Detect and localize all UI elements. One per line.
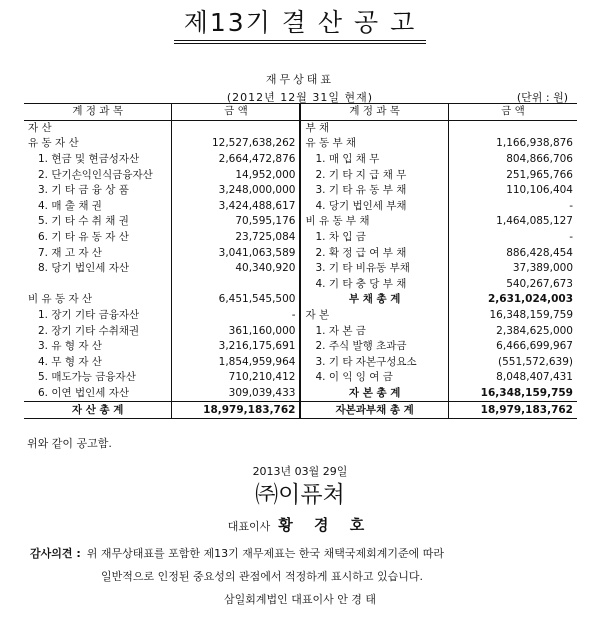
total-assets-label: 자 산 총 계 <box>24 402 172 419</box>
liab-equity-amount: 1,464,085,127 <box>496 215 573 228</box>
table-row <box>24 370 577 386</box>
total-liab-equity-label: 자본과부채 총 계 <box>300 402 448 419</box>
asset-amount: 6,451,545,500 <box>172 292 301 308</box>
asset-amount: 3,041,063,589 <box>172 245 301 261</box>
liab-equity-amount: - <box>569 231 573 244</box>
liab-equity-account: 부 채 총 계 <box>300 292 448 308</box>
liab-equity-amount: 8,048,407,431 <box>496 371 573 384</box>
notice-title-wrap <box>0 8 600 44</box>
liab-equity-amount: 540,267,673 <box>506 277 573 290</box>
liab-equity-account: 3. 기 타 유 동 부 채 <box>300 183 448 199</box>
unit-note: (단위 : 원) <box>516 91 568 104</box>
total-row <box>24 402 577 419</box>
table-row <box>24 245 577 261</box>
asset-account: 4. 무 형 자 산 <box>24 355 172 371</box>
asset-account: 3. 기 타 금 융 상 품 <box>24 183 172 199</box>
liab-equity-amount: 804,866,706 <box>506 153 573 166</box>
liab-equity-account: 2. 기 타 지 급 채 무 <box>300 167 448 183</box>
liab-equity-amount: 886,428,454 <box>506 246 573 259</box>
liab-equity-amount: 251,965,766 <box>506 168 573 181</box>
asset-account: 7. 재 고 자 산 <box>24 245 172 261</box>
asset-amount: 2,664,472,876 <box>172 152 301 168</box>
liab-equity-account: 자 본 <box>300 308 448 324</box>
liab-equity-amount: 37,389,000 <box>512 262 573 275</box>
header-account-left: 계 정 과 목 <box>24 104 172 121</box>
liab-equity-amount: 6,466,699,967 <box>496 340 573 353</box>
table-row <box>24 167 577 183</box>
representative-label: 대표이사 <box>227 520 271 533</box>
asset-amount: 361,160,000 <box>172 323 301 339</box>
header-amount-left: 금 액 <box>172 104 301 121</box>
asset-amount: 710,210,412 <box>172 370 301 386</box>
asset-account: 5. 매도가능 금융자산 <box>24 370 172 386</box>
liab-equity-account: 2. 확 정 급 여 부 채 <box>300 245 448 261</box>
liab-equity-account: 자 본 총 계 <box>300 386 448 402</box>
liab-equity-account: 1. 매 입 채 무 <box>300 152 448 168</box>
asset-account: 비 유 동 자 산 <box>24 292 172 308</box>
asset-amount: 3,424,488,617 <box>172 199 301 215</box>
asset-account <box>24 277 172 293</box>
asset-account: 2. 장기 기타 수취채권 <box>24 323 172 339</box>
asset-account: 자 산 <box>24 120 172 136</box>
company-name: ㈜이퓨쳐 <box>255 482 345 508</box>
asset-account: 1. 장기 기타 금융자산 <box>24 308 172 324</box>
representative-line <box>0 514 600 535</box>
asset-account: 8. 당기 법인세 자산 <box>24 261 172 277</box>
asset-account: 6. 기 타 유 동 자 산 <box>24 230 172 246</box>
liab-equity-account: 1. 자 본 금 <box>300 323 448 339</box>
table-row <box>24 136 577 152</box>
audit-opinion-line2: 일반적으로 인정된 중요성의 관점에서 적정하게 표시하고 있습니다. <box>101 570 424 583</box>
table-row <box>24 261 577 277</box>
notice-closing-note: 위와 같이 공고함. <box>27 437 112 450</box>
table-row <box>24 199 577 215</box>
asset-amount: 1,854,959,964 <box>172 355 301 371</box>
liab-equity-account: 1. 차 입 금 <box>300 230 448 246</box>
asset-amount: 14,952,000 <box>172 167 301 183</box>
liab-equity-amount: (551,572,639) <box>498 355 573 368</box>
asset-amount: - <box>172 308 301 324</box>
liab-equity-account: 4. 기 타 충 당 부 채 <box>300 277 448 293</box>
asset-amount: 309,039,433 <box>172 386 301 402</box>
table-row <box>24 308 577 324</box>
table-body <box>24 120 577 402</box>
asset-account: 2. 단기손익인식금융자산 <box>24 167 172 183</box>
total-assets-amount: 18,979,183,762 <box>172 402 301 419</box>
liab-equity-amount: - <box>569 199 573 212</box>
liab-equity-account: 유 동 부 채 <box>300 136 448 152</box>
asset-amount: 3,216,175,691 <box>172 339 301 355</box>
audit-opinion-text1: 위 재무상태표를 포함한 제13기 재무제표는 한국 채택국제회계기준에 따라 <box>86 547 444 560</box>
asset-account: 4. 매 출 채 권 <box>24 199 172 215</box>
liab-equity-account: 부 채 <box>300 120 448 136</box>
table-row <box>24 152 577 168</box>
table-row <box>24 323 577 339</box>
table-row <box>24 183 577 199</box>
asset-account: 5. 기 타 수 취 채 권 <box>24 214 172 230</box>
table-row <box>24 292 577 308</box>
balance-sheet-table <box>24 103 577 419</box>
audit-opinion-label: 감사의견 : <box>30 547 81 560</box>
table-row <box>24 120 577 136</box>
audit-opinion-line1 <box>30 545 444 561</box>
liab-equity-account: 비 유 동 부 채 <box>300 214 448 230</box>
header-amount-right: 금 액 <box>448 104 577 121</box>
asset-amount: 3,248,000,000 <box>172 183 301 199</box>
asset-account: 유 동 자 산 <box>24 136 172 152</box>
representative-name: 황 경 호 <box>278 516 373 534</box>
table-row <box>24 386 577 402</box>
notice-title: 제13기 결 산 공 고 <box>174 8 427 44</box>
auditor-signature: 삼일회계법인 대표이사 안 경 태 <box>223 593 377 606</box>
liab-equity-amount: 2,384,625,000 <box>496 324 573 337</box>
asset-account: 6. 이연 법인세 자산 <box>24 386 172 402</box>
total-liab-equity-amount: 18,979,183,762 <box>448 402 577 419</box>
table-row <box>24 339 577 355</box>
liab-equity-account: 4. 당기 법인세 부채 <box>300 199 448 215</box>
asset-amount <box>172 120 301 136</box>
asset-amount: 23,725,084 <box>172 230 301 246</box>
publication-date: 2013년 03월 29일 <box>252 465 348 478</box>
liab-equity-amount <box>448 120 577 136</box>
asset-account: 1. 현금 및 현금성자산 <box>24 152 172 168</box>
asset-account: 3. 유 형 자 산 <box>24 339 172 355</box>
liab-equity-amount: 16,348,159,759 <box>489 309 573 322</box>
statement-date: (2012년 12월 31일 현재) <box>226 91 374 104</box>
liab-equity-amount: 1,166,938,876 <box>496 137 573 150</box>
liab-equity-amount: 16,348,159,759 <box>480 386 573 399</box>
table-row <box>24 214 577 230</box>
table-row <box>24 355 577 371</box>
table-row <box>24 230 577 246</box>
asset-amount: 70,595,176 <box>172 214 301 230</box>
table-header-row <box>24 104 577 121</box>
liab-equity-account: 4. 이 익 잉 여 금 <box>300 370 448 386</box>
liab-equity-amount: 110,106,404 <box>506 184 573 197</box>
statement-subtitle: 재무상태표 <box>265 73 335 86</box>
table-row <box>24 277 577 293</box>
header-account-right: 계 정 과 목 <box>300 104 448 121</box>
asset-amount: 12,527,638,262 <box>172 136 301 152</box>
asset-amount <box>172 277 301 293</box>
asset-amount: 40,340,920 <box>172 261 301 277</box>
liab-equity-account: 3. 기 타 비유동 부채 <box>300 261 448 277</box>
liab-equity-account: 3. 기 타 자본구성요소 <box>300 355 448 371</box>
liab-equity-amount: 2,631,024,003 <box>487 293 573 306</box>
liab-equity-account: 2. 주식 발행 초과금 <box>300 339 448 355</box>
